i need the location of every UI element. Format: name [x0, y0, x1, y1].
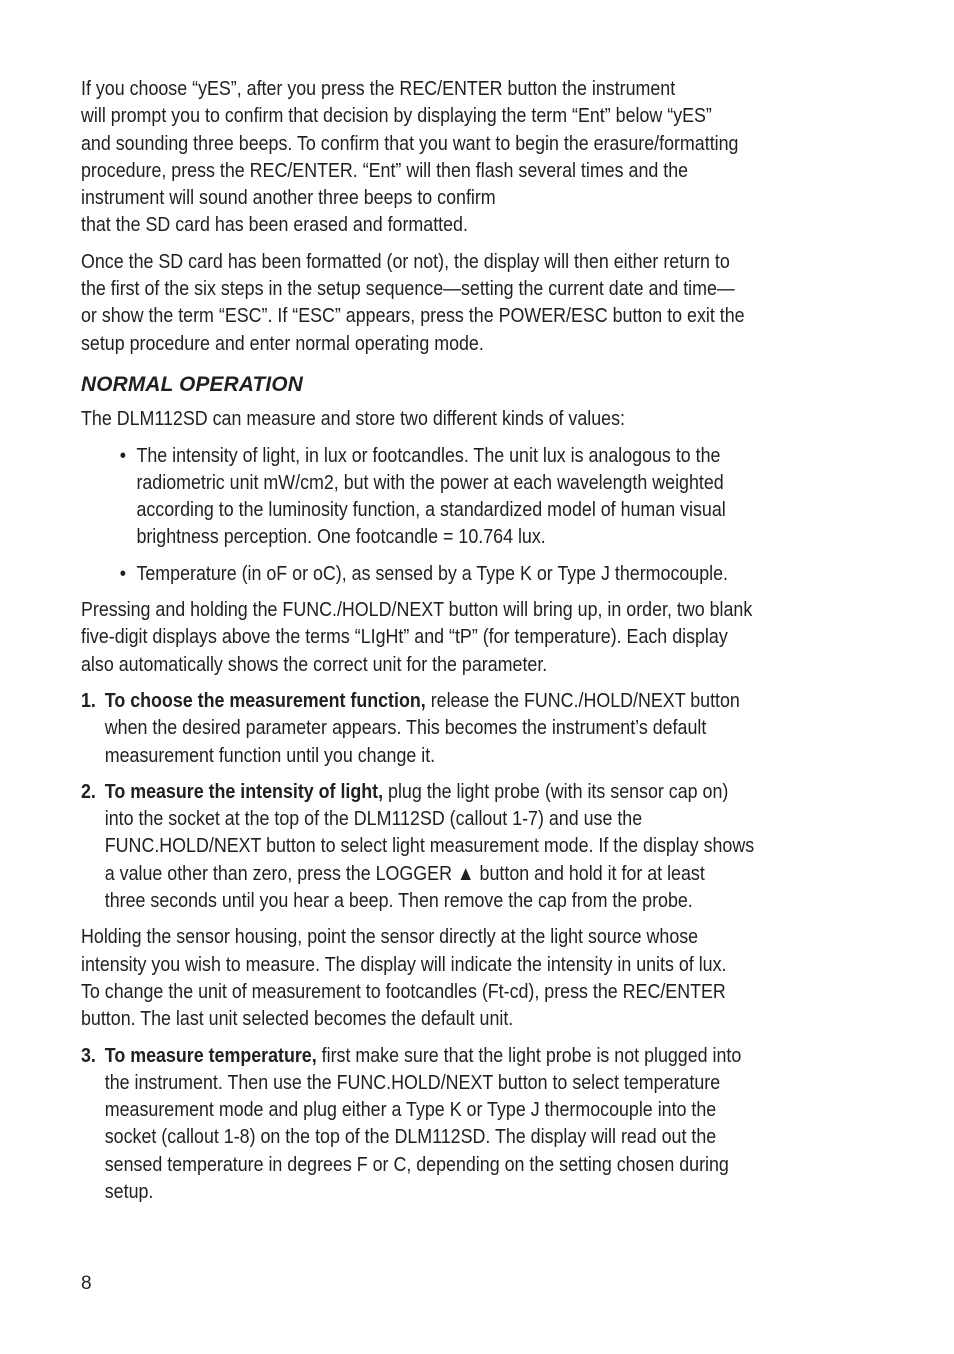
list-item-text: The intensity of light, in lux or footcandles. The unit lux is analogous to the radiometric unit mW/cm2, but with the power at each wavelength weighted according to the luminosity function, a standardized model of human visual brightness perception. One footcandle = 10.764 lux. [136, 444, 726, 549]
bullet-marker: • [119, 444, 126, 467]
light-measurement-paragraph: Holding the sensor housing, point the sensor directly at the light source whose intensity you wish to measure. The display will indicate the intensity in units of lux. To change the unit of measurement to footcandles (Ft-cd), press the REC/ENTER button. The last unit selected becomes the default unit. [81, 926, 727, 1031]
list-item-temperature [120, 561, 872, 588]
steps-list-2 [81, 1043, 871, 1207]
intro-paragraph-2: Once the SD card has been formatted (or not), the display will then either return to the first of the six steps in the setup sequence—setting the current date and time— or show the term “ESC”. If “ESC” appears, press the POWER/ESC button to exit the setup procedure and enter normal operating mode. [81, 250, 745, 355]
step-measure-light [81, 779, 871, 915]
page-number: 8 [81, 1273, 92, 1294]
step-lead: To measure the intensity of light, [104, 780, 384, 803]
bullet-marker: • [119, 562, 126, 585]
step-choose-function [81, 688, 871, 770]
intro-paragraph-1: If you choose “yES”, after you press the REC/ENTER button the instrument will prompt you to confirm that decision by displaying the term “Ent” below “yES” and sounding three beeps. To confirm that you want to begin the erasure/formatting procedure, press the REC/ENTER. “Ent” will then flash several times and the instrument will sound another three beeps to confirm that the SD card has been erased and formatted. [81, 78, 739, 237]
step-text: first make sure that the light probe is not plugged into the instrument. Then use the FUNC.HOLD/NEXT button to select temperature measurement mode and plug either a Type K or Type J thermocouple into the socket (callout 1-8) on the top of the DLM112SD. The display will read out the sensed temperature in degrees F or C, depending on the setting chosen during setup. [104, 1044, 742, 1203]
list-item-text: Temperature (in oF or oC), as sensed by a Type K or Type J thermocouple. [136, 562, 729, 585]
step-number: 1. [81, 689, 96, 712]
section-lead: The DLM112SD can measure and store two different kinds of values: [81, 408, 625, 431]
value-types-list [81, 443, 871, 588]
step-number: 3. [81, 1044, 96, 1067]
step-lead: To measure temperature, [104, 1044, 317, 1067]
step-text: release the FUNC./HOLD/NEXT button when the desired parameter appears. This becomes the instrument’s default measurement function until you change it. [104, 689, 740, 767]
func-button-paragraph: Pressing and holding the FUNC./HOLD/NEXT button will bring up, in order, two blank five-digit displays above the terms “LIgHt” and “tP” (for temperature). Each display also automatically shows the correct unit for the parameter. [81, 599, 753, 676]
manual-page [81, 76, 871, 1215]
section-heading-normal-operation: NORMAL OPERATION [81, 371, 304, 396]
step-text: plug the light probe (with its sensor cap on) into the socket at the top of the DLM112SD (callout 1-7) and use the FUNC.HOLD/NEXT button to select light measurement mode. If the display shows a value other than zero, press the LOGGER ▲ button and hold it for at least three seconds until you hear a beep. Then remove the cap from the probe. [104, 780, 755, 913]
list-item-light [120, 443, 872, 552]
step-lead: To choose the measurement function, [104, 689, 426, 712]
steps-list-1 [81, 688, 871, 915]
step-number: 2. [81, 780, 96, 803]
step-measure-temperature [81, 1043, 871, 1207]
